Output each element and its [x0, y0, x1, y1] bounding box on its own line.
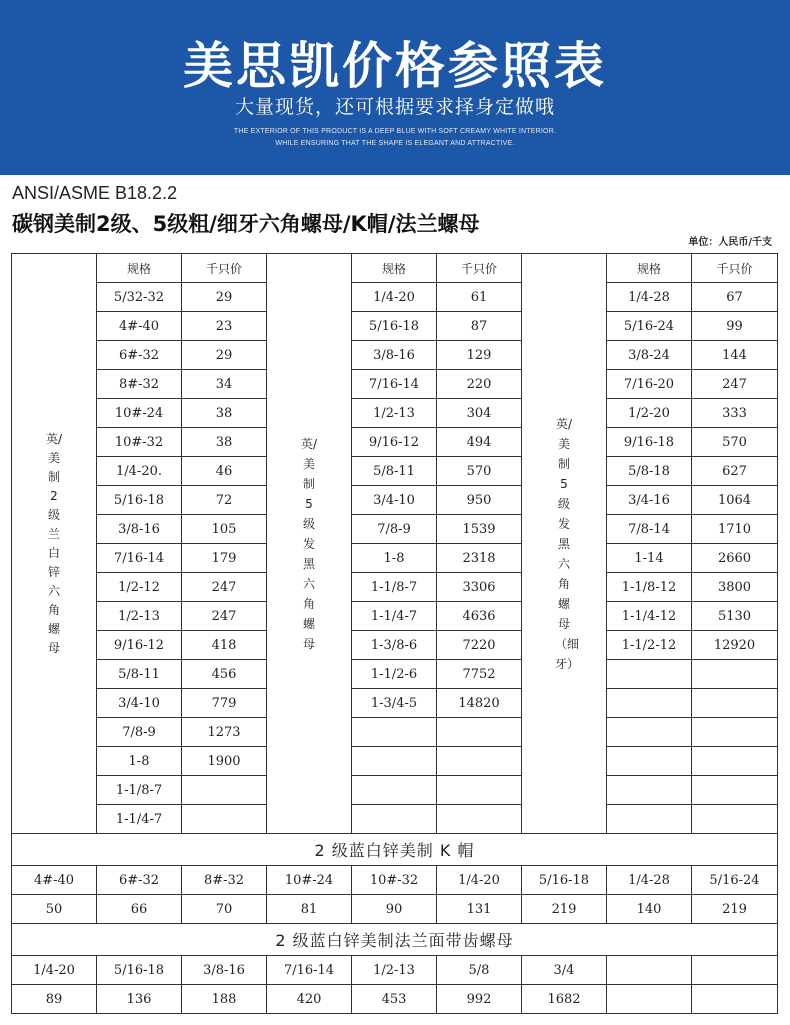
- price-header: 千只价: [437, 254, 522, 283]
- price-cell: [692, 985, 778, 1014]
- spec-cell: 7/8-9: [352, 515, 437, 544]
- price-cell: 81: [267, 895, 352, 924]
- price-cell: 89: [12, 985, 97, 1014]
- standard-label: ANSI/ASME B18.2.2: [12, 183, 178, 203]
- price-cell: 570: [437, 457, 522, 486]
- english-tagline-line2: WHILE ENSURING THAT THE SHAPE IS ELEGANT AND ATTRACTIVE.: [275, 140, 515, 147]
- table-row: [12, 515, 778, 544]
- table-row: [12, 283, 778, 312]
- price-header: 千只价: [692, 254, 778, 283]
- price-cell: 1682: [522, 985, 607, 1014]
- spec-header: 规格: [607, 254, 692, 283]
- group-label-text: 英/美制5级发黑六角螺母（细牙）: [555, 416, 580, 671]
- price-cell: 7752: [437, 660, 522, 689]
- spec-cell: 5/32-32: [97, 283, 182, 312]
- spec-cell: [607, 660, 692, 689]
- spec-cell: 5/16-18: [522, 866, 607, 895]
- price-cell: 1539: [437, 515, 522, 544]
- spec-cell: 3/8-16: [97, 515, 182, 544]
- price-cell: 420: [267, 985, 352, 1014]
- price-cell: 87: [437, 312, 522, 341]
- spec-cell: [607, 689, 692, 718]
- flange-specs-row: [12, 956, 778, 985]
- price-cell: 1064: [692, 486, 778, 515]
- price-cell: 66: [97, 895, 182, 924]
- price-cell: 70: [182, 895, 267, 924]
- spec-cell: 1-1/2-6: [352, 660, 437, 689]
- spec-cell: 1-8: [352, 544, 437, 573]
- table-row: [12, 573, 778, 602]
- spec-cell: 1-3/8-6: [352, 631, 437, 660]
- spec-cell: 1-1/2-12: [607, 631, 692, 660]
- spec-cell: 10#-24: [267, 866, 352, 895]
- price-cell: 247: [182, 602, 267, 631]
- price-cell: 99: [692, 312, 778, 341]
- spec-cell: [607, 956, 692, 985]
- price-cell: [692, 689, 778, 718]
- spec-cell: [352, 776, 437, 805]
- spec-cell: 3/8-24: [607, 341, 692, 370]
- price-cell: 46: [182, 457, 267, 486]
- flange-title-row: [12, 924, 778, 956]
- spec-cell: 1/2-13: [97, 602, 182, 631]
- spec-cell: 9/16-12: [97, 631, 182, 660]
- spec-cell: 5/16-18: [97, 956, 182, 985]
- spec-cell: 1-1/8-7: [352, 573, 437, 602]
- price-cell: 61: [437, 283, 522, 312]
- spec-cell: 5/8-11: [352, 457, 437, 486]
- price-cell: 90: [352, 895, 437, 924]
- kcap-prices-row: [12, 895, 778, 924]
- price-cell: 38: [182, 399, 267, 428]
- price-cell: [182, 805, 267, 834]
- table-row: [12, 747, 778, 776]
- spec-cell: [352, 718, 437, 747]
- kcap-specs-row: [12, 866, 778, 895]
- price-cell: 950: [437, 486, 522, 515]
- table-row: [12, 776, 778, 805]
- spec-cell: 1-1/4-7: [352, 602, 437, 631]
- spec-cell: [607, 776, 692, 805]
- table-heading: 碳钢美制2级、5级粗/细牙六角螺母/K帽/法兰螺母: [12, 212, 480, 236]
- price-cell: [692, 805, 778, 834]
- spec-cell: 1/4-20: [437, 866, 522, 895]
- price-cell: 456: [182, 660, 267, 689]
- price-cell: 144: [692, 341, 778, 370]
- spec-cell: 5/16-18: [97, 486, 182, 515]
- price-cell: 4636: [437, 602, 522, 631]
- table-row: [12, 486, 778, 515]
- spec-cell: 5/16-24: [607, 312, 692, 341]
- price-cell: 29: [182, 283, 267, 312]
- price-cell: 418: [182, 631, 267, 660]
- page-subtitle: 大量现货，还可根据要求择身定做哦: [234, 96, 555, 118]
- spec-cell: 1/4-20: [352, 283, 437, 312]
- spec-cell: 7/16-14: [97, 544, 182, 573]
- price-cell: 779: [182, 689, 267, 718]
- table-row: [12, 370, 778, 399]
- spec-cell: 1/2-20: [607, 399, 692, 428]
- price-cell: 3306: [437, 573, 522, 602]
- spec-cell: 1-1/8-12: [607, 573, 692, 602]
- table-row: [12, 660, 778, 689]
- english-tagline: [0, 126, 790, 150]
- spec-cell: 5/8: [437, 956, 522, 985]
- spec-cell: [352, 747, 437, 776]
- spec-cell: 3/4-10: [352, 486, 437, 515]
- spec-cell: 1/4-28: [607, 283, 692, 312]
- spec-cell: 7/8-9: [97, 718, 182, 747]
- spec-cell: 6#-32: [97, 866, 182, 895]
- flange-prices-row: [12, 985, 778, 1014]
- spec-cell: 6#-32: [97, 341, 182, 370]
- price-cell: 333: [692, 399, 778, 428]
- spec-cell: [607, 718, 692, 747]
- price-cell: [437, 718, 522, 747]
- price-cell: [437, 776, 522, 805]
- price-table: [11, 253, 778, 1014]
- table-row: [12, 544, 778, 573]
- spec-cell: [352, 805, 437, 834]
- price-cell: 1900: [182, 747, 267, 776]
- price-cell: 67: [692, 283, 778, 312]
- spec-cell: 7/16-14: [267, 956, 352, 985]
- table-row: [12, 341, 778, 370]
- price-cell: 38: [182, 428, 267, 457]
- price-cell: 247: [182, 573, 267, 602]
- table-row: [12, 805, 778, 834]
- spec-header: 规格: [352, 254, 437, 283]
- spec-cell: 3/4: [522, 956, 607, 985]
- spec-cell: 1/2-12: [97, 573, 182, 602]
- price-cell: 453: [352, 985, 437, 1014]
- price-cell: 12920: [692, 631, 778, 660]
- table-row: [12, 428, 778, 457]
- price-cell: [692, 718, 778, 747]
- spec-cell: 3/8-16: [352, 341, 437, 370]
- spec-cell: 5/16-24: [692, 866, 778, 895]
- price-cell: [692, 747, 778, 776]
- group-label-3: [522, 254, 607, 834]
- spec-cell: 10#-32: [352, 866, 437, 895]
- price-cell: 304: [437, 399, 522, 428]
- flange-title: 2 级蓝白锌美制法兰面带齿螺母: [12, 924, 778, 956]
- price-cell: 34: [182, 370, 267, 399]
- spec-cell: 1/2-13: [352, 956, 437, 985]
- table-row: [12, 312, 778, 341]
- group-label-2: [267, 254, 352, 834]
- price-cell: [692, 660, 778, 689]
- table-row: [12, 631, 778, 660]
- price-cell: 129: [437, 341, 522, 370]
- price-cell: 72: [182, 486, 267, 515]
- spec-cell: 8#-32: [97, 370, 182, 399]
- spec-cell: 3/8-16: [182, 956, 267, 985]
- spec-cell: 7/16-14: [352, 370, 437, 399]
- price-cell: 220: [437, 370, 522, 399]
- spec-cell: 1-1/8-7: [97, 776, 182, 805]
- price-cell: 2318: [437, 544, 522, 573]
- group-label-1: [12, 254, 97, 834]
- price-cell: 23: [182, 312, 267, 341]
- spec-cell: 4#-40: [97, 312, 182, 341]
- table-header-row: [12, 254, 778, 283]
- price-cell: 29: [182, 341, 267, 370]
- spec-cell: 7/16-20: [607, 370, 692, 399]
- table-row: [12, 689, 778, 718]
- price-cell: 1710: [692, 515, 778, 544]
- spec-cell: 3/4-10: [97, 689, 182, 718]
- spec-cell: 1-1/4-7: [97, 805, 182, 834]
- spec-cell: 1-3/4-5: [352, 689, 437, 718]
- spec-cell: 9/16-12: [352, 428, 437, 457]
- spec-cell: [692, 956, 778, 985]
- spec-cell: [607, 805, 692, 834]
- price-cell: 992: [437, 985, 522, 1014]
- price-cell: 136: [97, 985, 182, 1014]
- price-cell: 2660: [692, 544, 778, 573]
- spec-cell: 5/8-11: [97, 660, 182, 689]
- price-cell: 131: [437, 895, 522, 924]
- english-tagline-line1: THE EXTERIOR OF THIS PRODUCT IS A DEEP BLUE WITH SOFT CREAMY WHITE INTERIOR.: [233, 128, 557, 135]
- price-cell: [607, 985, 692, 1014]
- spec-cell: 7/8-14: [607, 515, 692, 544]
- price-cell: 179: [182, 544, 267, 573]
- price-cell: 7220: [437, 631, 522, 660]
- price-cell: 1273: [182, 718, 267, 747]
- price-cell: 3800: [692, 573, 778, 602]
- group-label-text: 英/美制5级发黑六角螺母: [300, 436, 318, 651]
- spec-cell: 8#-32: [182, 866, 267, 895]
- kcap-title: 2 级蓝白锌美制 K 帽: [12, 834, 778, 866]
- spec-cell: 1/2-13: [352, 399, 437, 428]
- price-cell: 140: [607, 895, 692, 924]
- spec-cell: 3/4-16: [607, 486, 692, 515]
- price-header: 千只价: [182, 254, 267, 283]
- price-cell: 105: [182, 515, 267, 544]
- price-cell: [437, 747, 522, 776]
- spec-cell: 1-14: [607, 544, 692, 573]
- kcap-title-row: [12, 834, 778, 866]
- price-table-body: [12, 254, 778, 1014]
- price-cell: 627: [692, 457, 778, 486]
- spec-cell: 1-1/4-12: [607, 602, 692, 631]
- price-cell: 219: [692, 895, 778, 924]
- table-row: [12, 457, 778, 486]
- spec-cell: 5/16-18: [352, 312, 437, 341]
- price-cell: [437, 805, 522, 834]
- table-row: [12, 718, 778, 747]
- price-cell: 570: [692, 428, 778, 457]
- table-row: [12, 602, 778, 631]
- spec-cell: 1-8: [97, 747, 182, 776]
- spec-cell: 1/4-20: [12, 956, 97, 985]
- spec-cell: 9/16-18: [607, 428, 692, 457]
- spec-cell: 4#-40: [12, 866, 97, 895]
- price-cell: 5130: [692, 602, 778, 631]
- price-cell: 14820: [437, 689, 522, 718]
- spec-cell: 1/4-20.: [97, 457, 182, 486]
- table-row: [12, 399, 778, 428]
- group-label-text: 英/美制2级兰白锌六角螺母: [45, 431, 63, 655]
- price-cell: 219: [522, 895, 607, 924]
- spec-header: 规格: [97, 254, 182, 283]
- header-banner: [0, 0, 790, 175]
- price-cell: [182, 776, 267, 805]
- price-cell: 494: [437, 428, 522, 457]
- spec-cell: 1/4-28: [607, 866, 692, 895]
- price-cell: 247: [692, 370, 778, 399]
- price-cell: [692, 776, 778, 805]
- spec-cell: 5/8-18: [607, 457, 692, 486]
- spec-cell: 10#-32: [97, 428, 182, 457]
- page-title: 美思凯价格参照表: [183, 37, 607, 95]
- unit-label: 单位：人民币/千支: [688, 237, 772, 248]
- price-cell: 188: [182, 985, 267, 1014]
- spec-cell: [607, 747, 692, 776]
- price-cell: 50: [12, 895, 97, 924]
- spec-cell: 10#-24: [97, 399, 182, 428]
